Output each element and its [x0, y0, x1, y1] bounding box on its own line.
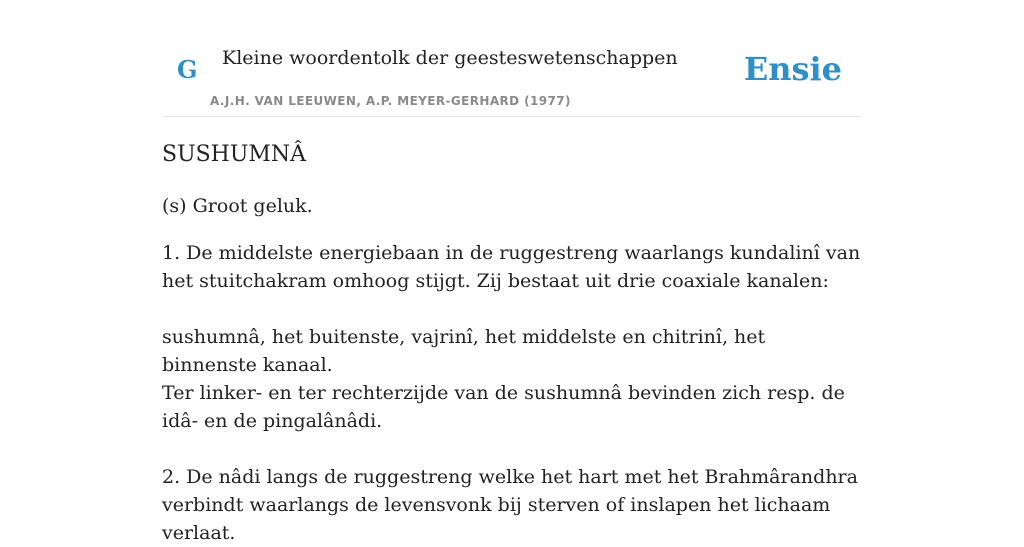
article-container — [162, 0, 862, 544]
entry-paragraph: 2. De nâdi langs de ruggestreng welke het hart met het Brahmârandhra verbindt waarlangs de levensvonk bij sterven of inslapen het lichaam verlaat. — [162, 466, 858, 544]
ensie-logo[interactable]: Ensie — [743, 50, 842, 88]
entry-headword: SUSHUMNÂ — [162, 142, 307, 167]
entry-paragraph: 1. De middelste energiebaan in de ruggestreng waarlangs kundalinî van het stuitchakram omhoog stijgt. Zij bestaat uit drie coaxiale kanalen: — [162, 242, 861, 292]
dictionary-header — [162, 0, 862, 117]
entry-paragraph: (s) Groot geluk. — [162, 195, 313, 217]
dictionary-g-icon[interactable]: G — [177, 55, 198, 84]
book-title[interactable]: Kleine woordentolk der geesteswetenschappen — [222, 47, 678, 69]
entry-paragraph: Ter linker- en ter rechterzijde van de sushumnâ bevinden zich resp. de idâ- en de pingalânâdi. — [162, 382, 845, 432]
entry-paragraph: sushumnâ, het buitenste, vajrinî, het middelste en chitrinî, het binnenste kanaal. — [162, 326, 766, 376]
book-authors: A.J.H. VAN LEEUWEN, A.P. MEYER-GERHARD (1977) — [210, 94, 571, 108]
